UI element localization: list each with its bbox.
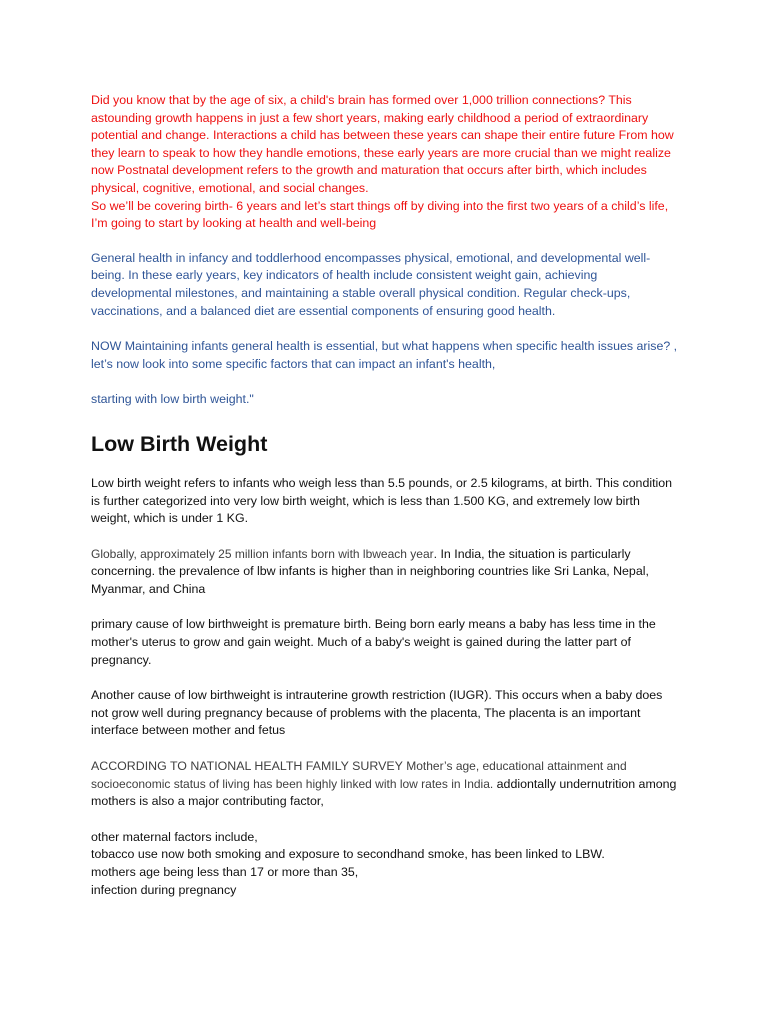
maternal-factor-age: mothers age being less than 17 or more than 35, xyxy=(91,865,359,879)
nfhs-findings-text: Mother’s age, educational attainment and socioeconomic status of living has been highly linked with low rates in India. xyxy=(91,759,627,791)
section-heading-low-birth-weight: Low Birth Weight xyxy=(91,431,268,456)
intro-brain-text: Did you know that by the age of six, a child's brain has formed over 1,000 trillion connections? This astounding growth happens in just a few short years, making early childhood a period of extraordinary potential and change. Interactions a child has between these years can shape their entire future From how they learn to speak to how they handle emotions, these early years are more crucial than we might realize xyxy=(91,93,674,160)
global-prevalence-text: Globally, approximately 25 million infants born with lbweach year xyxy=(91,546,434,561)
intro-paragraph xyxy=(91,92,681,233)
intro-postnatal-text: now Postnatal development refers to the growth and maturation that occurs after birth, which includes physical, cognitive, emotional, and social changes. xyxy=(91,163,647,195)
general-health-paragraph: General health in infancy and toddlerhood encompasses physical, emotional, and developmental well-being. In these early years, key indicators of health include consistent weight gain, achieving developmental milestones, and maintaining a stable overall physical condition. Regular check-ups, vaccinations, and a balanced diet are essential components of ensuring good health. xyxy=(91,250,651,318)
premature-birth-paragraph: primary cause of low birthweight is premature birth. Being born early means a baby has less time in the mother's uterus to grow and gain weight. Much of a baby's weight is gained during the latter part of pregnancy. xyxy=(91,617,656,667)
starting-lbw-paragraph: starting with low birth weight." xyxy=(91,392,254,407)
undernutrition-text: addiontally undernutrition among mothers is also a major contributing factor, xyxy=(91,776,677,809)
maternal-factor-tobacco: tobacco use now both smoking and exposure to secondhand smoke, has been linked to LBW. xyxy=(91,847,605,862)
nfhs-survey-label: ACCORDING TO NATIONAL HEALTH FAMILY SURVEY xyxy=(91,759,403,774)
maternal-factor-infection: infection during pregnancy xyxy=(91,882,237,897)
maternal-factors-paragraph xyxy=(91,829,681,899)
india-prevalence-text: . In India, the situation is particularly concerning. the prevalence of lbw infants is higher than in neighboring countries like Sri Lanka, Nepal, Myanmar, and China xyxy=(91,546,649,596)
nfhs-paragraph xyxy=(91,758,681,811)
document-page xyxy=(91,92,681,899)
transition-paragraph: NOW Maintaining infants general health is essential, but what happens when specific health issues arise? , let’s now look into some specific factors that can impact an infant's health, xyxy=(91,339,678,371)
global-prevalence-paragraph xyxy=(91,546,681,599)
iugr-paragraph: Another cause of low birthweight is intrauterine growth restriction (IUGR). This occurs when a baby does not grow well during pregnancy because of problems with the placenta, The placenta is an important interface between mother and fetus xyxy=(91,688,663,738)
maternal-factors-intro: other maternal factors include, xyxy=(91,829,258,844)
lbw-definition-paragraph: Low birth weight refers to infants who weigh less than 5.5 pounds, or 2.5 kilograms, at birth. This condition is further categorized into very low birth weight, which is less than 1.500 KG, and extremely low birth weight, which is under 1 KG. xyxy=(91,475,673,526)
intro-coverage-text: So we’ll be covering birth- 6 years and let’s start things off by diving into the first two years of a child’s life, I’m going to start by looking at health and well-being xyxy=(91,198,669,231)
